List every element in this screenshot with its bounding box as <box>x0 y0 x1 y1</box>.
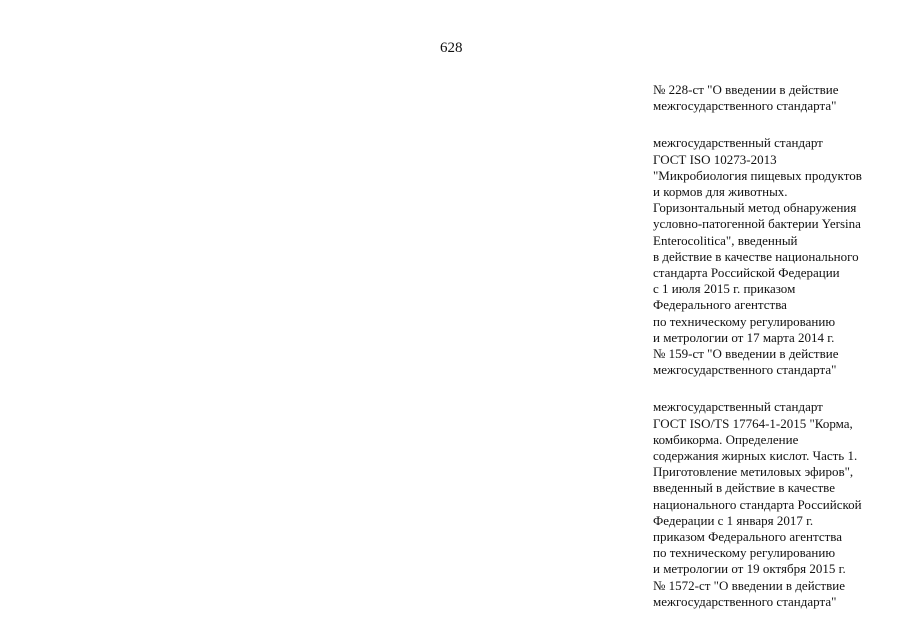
text-line: условно-патогенной бактерии Yersina <box>653 216 861 232</box>
text-line: по техническому регулированию <box>653 313 836 329</box>
text-line: Enterocolitica", введенный <box>653 232 798 248</box>
text-line: межгосударственный стандарт <box>653 135 823 151</box>
text-line: приказом Федерального агентства <box>653 529 843 545</box>
paragraph-3 <box>653 399 901 610</box>
text-line: по техническому регулированию <box>653 545 836 561</box>
text-line: межгосударственного стандарта" <box>653 593 837 609</box>
text-line: и метрологии от 19 октября 2015 г. <box>653 561 846 577</box>
text-line: и кормов для животных. <box>653 184 788 200</box>
text-line: комбикорма. Определение <box>653 431 799 447</box>
text-line: Федерального агентства <box>653 297 787 313</box>
text-line: содержания жирных кислот. Часть 1. <box>653 448 858 464</box>
text-line: введенный в действие в качестве <box>653 480 836 496</box>
text-line: ГОСТ ISO/TS 17764-1-2015 "Корма, <box>653 415 853 431</box>
text-line: № 159-ст "О введении в действие <box>653 346 839 362</box>
text-line: национального стандарта Российской <box>653 496 862 512</box>
paragraph-1 <box>653 82 901 114</box>
text-line: межгосударственного стандарта" <box>653 98 837 114</box>
text-line: и метрологии от 17 марта 2014 г. <box>653 329 835 345</box>
text-line: ГОСТ ISO 10273-2013 <box>653 151 777 167</box>
text-line: Горизонтальный метод обнаружения <box>653 200 857 216</box>
text-line: Приготовление метиловых эфиров", <box>653 464 854 480</box>
text-line: стандарта Российской Федерации <box>653 265 840 281</box>
page-number: 628 <box>440 40 463 56</box>
text-line: Федерации с 1 января 2017 г. <box>653 512 814 528</box>
text-line: в действие в качестве национального <box>653 248 859 264</box>
text-line: межгосударственного стандарта" <box>653 362 837 378</box>
paragraph-2 <box>653 135 901 378</box>
document-text-column <box>653 82 901 610</box>
text-line: № 1572-ст "О введении в действие <box>653 577 845 593</box>
text-line: межгосударственный стандарт <box>653 399 823 415</box>
text-line: с 1 июля 2015 г. приказом <box>653 281 796 297</box>
text-line: № 228-ст "О введении в действие <box>653 82 839 97</box>
text-line: "Микробиология пищевых продуктов <box>653 167 862 183</box>
